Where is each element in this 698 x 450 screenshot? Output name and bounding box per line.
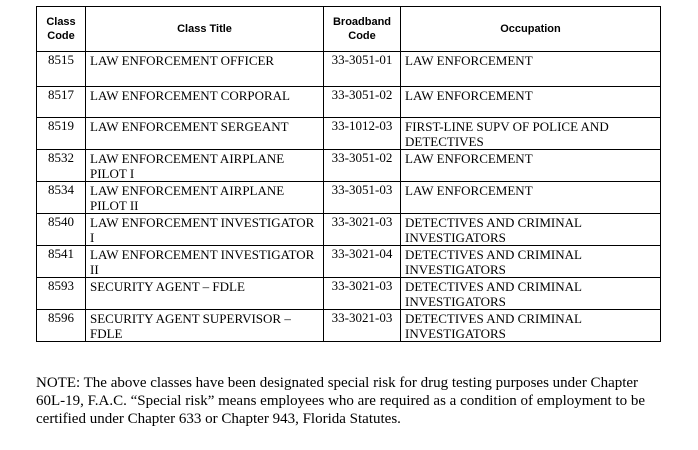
occupation-cell: LAW ENFORCEMENT: [401, 52, 661, 87]
table-row: [37, 310, 661, 342]
class-title-cell: LAW ENFORCEMENT AIRPLANE PILOT II: [86, 182, 324, 214]
table-header: [37, 7, 661, 52]
broadband-code-cell: 33-3051-02: [324, 87, 401, 118]
header-occupation: Occupation: [401, 7, 661, 52]
header-class-code: Class Code: [37, 7, 86, 52]
table-row: [37, 87, 661, 118]
class-title-cell: LAW ENFORCEMENT INVESTIGATOR II: [86, 246, 324, 278]
broadband-code-cell: 33-3021-04: [324, 246, 401, 278]
class-code-cell: 8593: [37, 278, 86, 310]
class-title-cell: LAW ENFORCEMENT SERGEANT: [86, 118, 324, 150]
class-code-cell: 8519: [37, 118, 86, 150]
occupation-cell: DETECTIVES AND CRIMINAL INVESTIGATORS: [401, 214, 661, 246]
class-title-cell: SECURITY AGENT SUPERVISOR – FDLE: [86, 310, 324, 342]
broadband-code-cell: 33-3021-03: [324, 278, 401, 310]
class-title-cell: LAW ENFORCEMENT OFFICER: [86, 52, 324, 87]
class-title-cell: LAW ENFORCEMENT CORPORAL: [86, 87, 324, 118]
broadband-code-cell: 33-3051-02: [324, 150, 401, 182]
broadband-code-cell: 33-1012-03: [324, 118, 401, 150]
broadband-code-cell: 33-3021-03: [324, 310, 401, 342]
occupation-cell: FIRST-LINE SUPV OF POLICE AND DETECTIVES: [401, 118, 661, 150]
class-title-cell: LAW ENFORCEMENT INVESTIGATOR I: [86, 214, 324, 246]
special-risk-note: NOTE: The above classes have been designated special risk for drug testing purposes under Chapter 60L-19, F.A.C. “Special risk” means employees who are required as a condition of employment to be certified under Chapter 633 or Chapter 943, Florida Statutes.: [36, 375, 646, 427]
broadband-code-cell: 33-3051-03: [324, 182, 401, 214]
occupation-cell: LAW ENFORCEMENT: [401, 182, 661, 214]
class-code-cell: 8534: [37, 182, 86, 214]
occupation-cell: LAW ENFORCEMENT: [401, 87, 661, 118]
occupation-cell: DETECTIVES AND CRIMINAL INVESTIGATORS: [401, 278, 661, 310]
table-row: [37, 150, 661, 182]
class-code-cell: 8515: [37, 52, 86, 87]
table-row: [37, 214, 661, 246]
broadband-code-cell: 33-3051-01: [324, 52, 401, 87]
header-broadband-code: Broadband Code: [324, 7, 401, 52]
header-class-title: Class Title: [86, 7, 324, 52]
class-code-cell: 8541: [37, 246, 86, 278]
class-title-cell: SECURITY AGENT – FDLE: [86, 278, 324, 310]
occupation-cell: DETECTIVES AND CRIMINAL INVESTIGATORS: [401, 246, 661, 278]
table-row: [37, 278, 661, 310]
table-row: [37, 182, 661, 214]
class-code-cell: 8596: [37, 310, 86, 342]
table-row: [37, 118, 661, 150]
class-code-table: [36, 6, 661, 342]
class-code-cell: 8540: [37, 214, 86, 246]
table-row: [37, 246, 661, 278]
table-row: [37, 52, 661, 87]
broadband-code-cell: 33-3021-03: [324, 214, 401, 246]
table-body: [37, 52, 661, 342]
class-title-cell: LAW ENFORCEMENT AIRPLANE PILOT I: [86, 150, 324, 182]
class-code-cell: 8532: [37, 150, 86, 182]
occupation-cell: DETECTIVES AND CRIMINAL INVESTIGATORS: [401, 310, 661, 342]
occupation-cell: LAW ENFORCEMENT: [401, 150, 661, 182]
class-code-cell: 8517: [37, 87, 86, 118]
